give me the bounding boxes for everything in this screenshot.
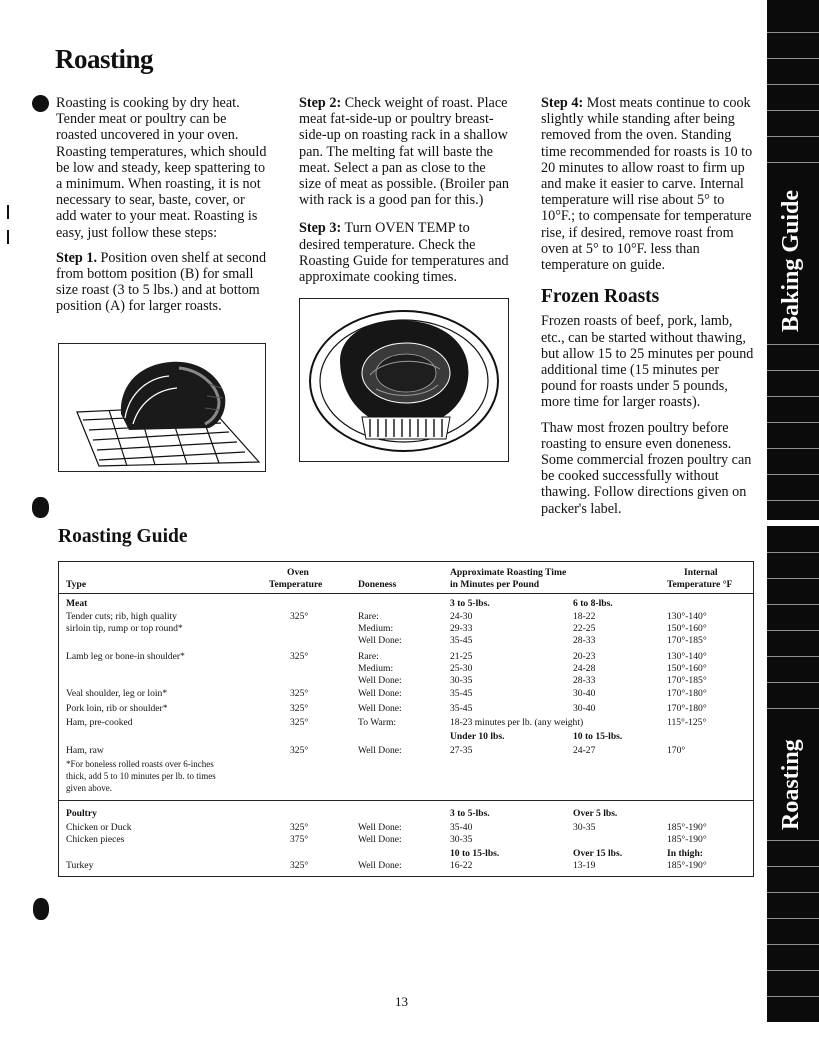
roast-platter-illustration [299,298,509,462]
chicken-temp: 325° [290,822,309,833]
in-thigh-label: In thigh: [667,848,703,859]
step-2-label: Step 2: [299,95,342,111]
tab-divider [767,552,819,553]
step-2-paragraph [299,95,509,208]
footnote: thick, add 5 to 10 minutes per lb. to times [66,771,216,781]
section-tab-bar [767,0,819,1057]
step-2-text: Check weight of roast. Place meat fat-side-up or poultry breast-side-up on roasting rack in a shallow pan. The melting fat will baste the meat. Select a pan as close to the size of meat as possible. (Broiler pan with rack is a good pan for this.) [299,95,509,209]
chicken-label: Chicken or Duck [66,822,132,833]
frozen-paragraph-2: Thaw most frozen poultry before roasting to ensure even doneness. Some commercial frozen poultry can be cooked successfully without thawing. Follow directions given on packer's label. [541,419,752,517]
tab-divider [767,370,819,371]
tab-divider [767,84,819,85]
turkey-internal: 185°-190° [667,860,707,871]
chicken-time-small: 35-40 [450,822,473,833]
lamb-doneness: Well Done: [358,675,402,686]
ham-raw-time-large: 24-27 [573,745,596,756]
chicken-pieces-temp: 375° [290,834,309,845]
bullet-dot-icon [33,898,49,920]
lamb-time-small: 30-35 [450,675,473,686]
chicken-time-large: 30-35 [573,822,596,833]
tab-divider [767,996,819,997]
meat-heading: Meat [66,598,88,609]
column-middle [299,95,509,294]
tender-time-large: 22-25 [573,623,596,634]
veal-label: Veal shoulder, leg or loin* [66,688,168,699]
tender-time-small: 24-30 [450,611,473,622]
margin-bar [7,205,9,219]
tab-divider [767,604,819,605]
tender-time-large: 28-33 [573,635,596,646]
tab-gap [767,520,819,526]
poultry-heading: Poultry [66,808,97,819]
col-header-type: Type [66,579,87,590]
tab-divider [767,32,819,33]
tender-doneness: Rare: [358,611,379,622]
lamb-label: Lamb leg or bone-in shoulder* [66,651,185,662]
tender-doneness: Medium: [358,623,394,634]
roasting-guide-heading: Roasting Guide [58,526,188,547]
step-4-paragraph [541,95,755,273]
step-1-text: Position oven shelf at second from bottom position (B) for small size roast (3 to 5 lbs.) and at bottom position (A) for larger roasts. [56,249,267,315]
margin-bar [7,230,9,244]
tab-divider [767,344,819,345]
veal-time-large: 30-40 [573,688,596,699]
lamb-internal: 170°-185° [667,675,707,686]
tab-divider [767,110,819,111]
poultry-rule [59,800,753,801]
tender-cuts-temp: 325° [290,611,309,622]
tab-divider [767,682,819,683]
page-title: Roasting [55,44,154,74]
step-4-text: Most meats continue to cook slightly while standing after being removed from the oven. Standing time recommended for roasts is 10 to 20 minutes to allow roast to firm up and make it easier to carve. Internal temperature will rise about 5° to 10°F.; to compensate for temperature rise, if desired, remove roast from oven at 5° to 10°F. less than temperature on guide. [541,95,753,274]
tab-baking-guide[interactable]: Baking Guide [778,189,804,332]
ham-precooked-internal: 115°-125° [667,717,707,728]
ham-raw-doneness: Well Done: [358,745,402,756]
col-header-time-1: Approximate Roasting Time [450,567,567,578]
pork-time-large: 30-40 [573,703,596,714]
roast-on-rack-illustration [58,343,266,472]
tab-divider [767,656,819,657]
tab-divider [767,162,819,163]
frozen-roasts-heading: Frozen Roasts [541,286,660,308]
lamb-temp: 325° [290,651,309,662]
tab-divider [767,866,819,867]
chicken-pieces-doneness: Well Done: [358,834,402,845]
pork-temp: 325° [290,703,309,714]
veal-internal: 170°-180° [667,688,707,699]
tab-divider [767,474,819,475]
tab-divider [767,918,819,919]
tender-internal: 130°-140° [667,611,707,622]
tender-cuts-label-2: sirloin tip, rump or top round* [66,623,183,634]
pork-internal: 170°-180° [667,703,707,714]
lamb-time-large: 24-28 [573,663,596,674]
intro-paragraph: Roasting is cooking by dry heat. Tender meat or poultry can be roasted uncovered in your oven. Roasting temperatures, which should be low and steady, keep spattering to a minimum. When roasting, it is not necessary to sear, baste, cover, or add water to your meat. Roasting is easy, just follow these steps: [56,95,267,241]
chicken-internal: 185°-190° [667,822,707,833]
column-left [56,95,268,324]
ham-precooked-label: Ham, pre-cooked [66,717,133,728]
col-header-time-2: in Minutes per Pound [450,579,540,590]
turkey-time-large: 13-19 [573,860,596,871]
column-right [541,95,755,526]
veal-time-small: 35-45 [450,688,473,699]
chicken-pieces-time: 30-35 [450,834,473,845]
lamb-time-small: 21-25 [450,651,473,662]
lamb-time-large: 20-23 [573,651,596,662]
meat-weight-2: 6 to 8-lbs. [573,598,613,609]
veal-temp: 325° [290,688,309,699]
table-header-rule [59,593,753,594]
lamb-doneness: Medium: [358,663,394,674]
step-1-paragraph [56,250,268,315]
tab-divider [767,448,819,449]
meat-weight-1: 3 to 5-lbs. [450,598,490,609]
footnote: given above. [66,783,112,793]
tab-divider [767,396,819,397]
tab-block [767,0,819,1022]
tab-divider [767,58,819,59]
pork-doneness: Well Done: [358,703,402,714]
poultry-weight-2: Over 5 lbs. [573,808,618,819]
ham-weight-2: 10 to 15-lbs. [573,731,623,742]
roasting-guide-table [58,561,754,877]
ham-raw-time-small: 27-35 [450,745,473,756]
col-header-oven-1: Oven [287,567,309,578]
ham-raw-label: Ham, raw [66,745,104,756]
chicken-pieces-label: Chicken pieces [66,834,125,845]
tab-divider [767,708,819,709]
bullet-dot-icon [32,497,49,518]
turkey-time-small: 16-22 [450,860,473,871]
footnote: *For boneless rolled roasts over 6-inches [66,759,214,769]
lamb-time-large: 28-33 [573,675,596,686]
step-1-label: Step 1. [56,249,97,266]
tab-divider [767,500,819,501]
col-header-internal-2: Temperature °F [667,579,733,590]
lamb-time-small: 25-30 [450,663,473,674]
lamb-internal: 130°-140° [667,651,707,662]
lamb-doneness: Rare: [358,651,379,662]
tender-time-large: 18-22 [573,611,596,622]
tab-divider [767,136,819,137]
tab-roasting[interactable]: Roasting [778,739,804,830]
chicken-doneness: Well Done: [358,822,402,833]
veal-doneness: Well Done: [358,688,402,699]
step-4-label: Step 4: [541,95,584,111]
frozen-paragraph-1: Frozen roasts of beef, pork, lamb, etc., can be started without thawing, but allow 15 to 25 minutes per pound additional time (15 minutes per pound for roasts under 5 pounds, more time for larger roasts). [541,313,754,411]
tender-time-small: 35-45 [450,635,473,646]
tab-divider [767,892,819,893]
tender-internal: 150°-160° [667,623,707,634]
step-3-text: Turn OVEN TEMP to desired temperature. Check the Roasting Guide for temperatures and approximate cooking times. [299,220,509,286]
tender-cuts-label-1: Tender cuts; rib, high quality [66,611,177,622]
ham-precooked-time: 18-23 minutes per lb. (any weight) [450,717,584,728]
ham-precooked-temp: 325° [290,717,309,728]
ham-precooked-doneness: To Warm: [358,717,397,728]
col-header-internal-1: Internal [684,567,718,578]
chicken-pieces-internal: 185°-190° [667,834,707,845]
turkey-weight-2: Over 15 lbs. [573,848,623,859]
bullet-dot-icon [32,95,49,112]
ham-raw-temp: 325° [290,745,309,756]
step-3-paragraph [299,220,509,285]
turkey-weight-1: 10 to 15-lbs. [450,848,500,859]
step-3-label: Step 3: [299,220,342,237]
pork-time-small: 35-45 [450,703,473,714]
tab-divider [767,840,819,841]
tab-divider [767,630,819,631]
tab-divider [767,578,819,579]
tab-divider [767,422,819,423]
tab-divider [767,970,819,971]
lamb-internal: 150°-160° [667,663,707,674]
tender-doneness: Well Done: [358,635,402,646]
col-header-oven-2: Temperature [269,579,323,590]
turkey-doneness: Well Done: [358,860,402,871]
tender-time-small: 29-33 [450,623,473,634]
turkey-temp: 325° [290,860,309,871]
roast-platter-drawing [300,299,508,461]
tender-internal: 170°-185° [667,635,707,646]
tab-divider [767,944,819,945]
pork-label: Pork loin, rib or shoulder* [66,703,168,714]
page-number: 13 [395,994,408,1009]
col-header-doneness: Doneness [358,579,397,590]
ham-raw-internal: 170° [667,745,686,756]
turkey-label: Turkey [66,860,94,871]
ham-weight-1: Under 10 lbs. [450,731,505,742]
roast-rack-drawing [59,344,265,471]
poultry-weight-1: 3 to 5-lbs. [450,808,490,819]
